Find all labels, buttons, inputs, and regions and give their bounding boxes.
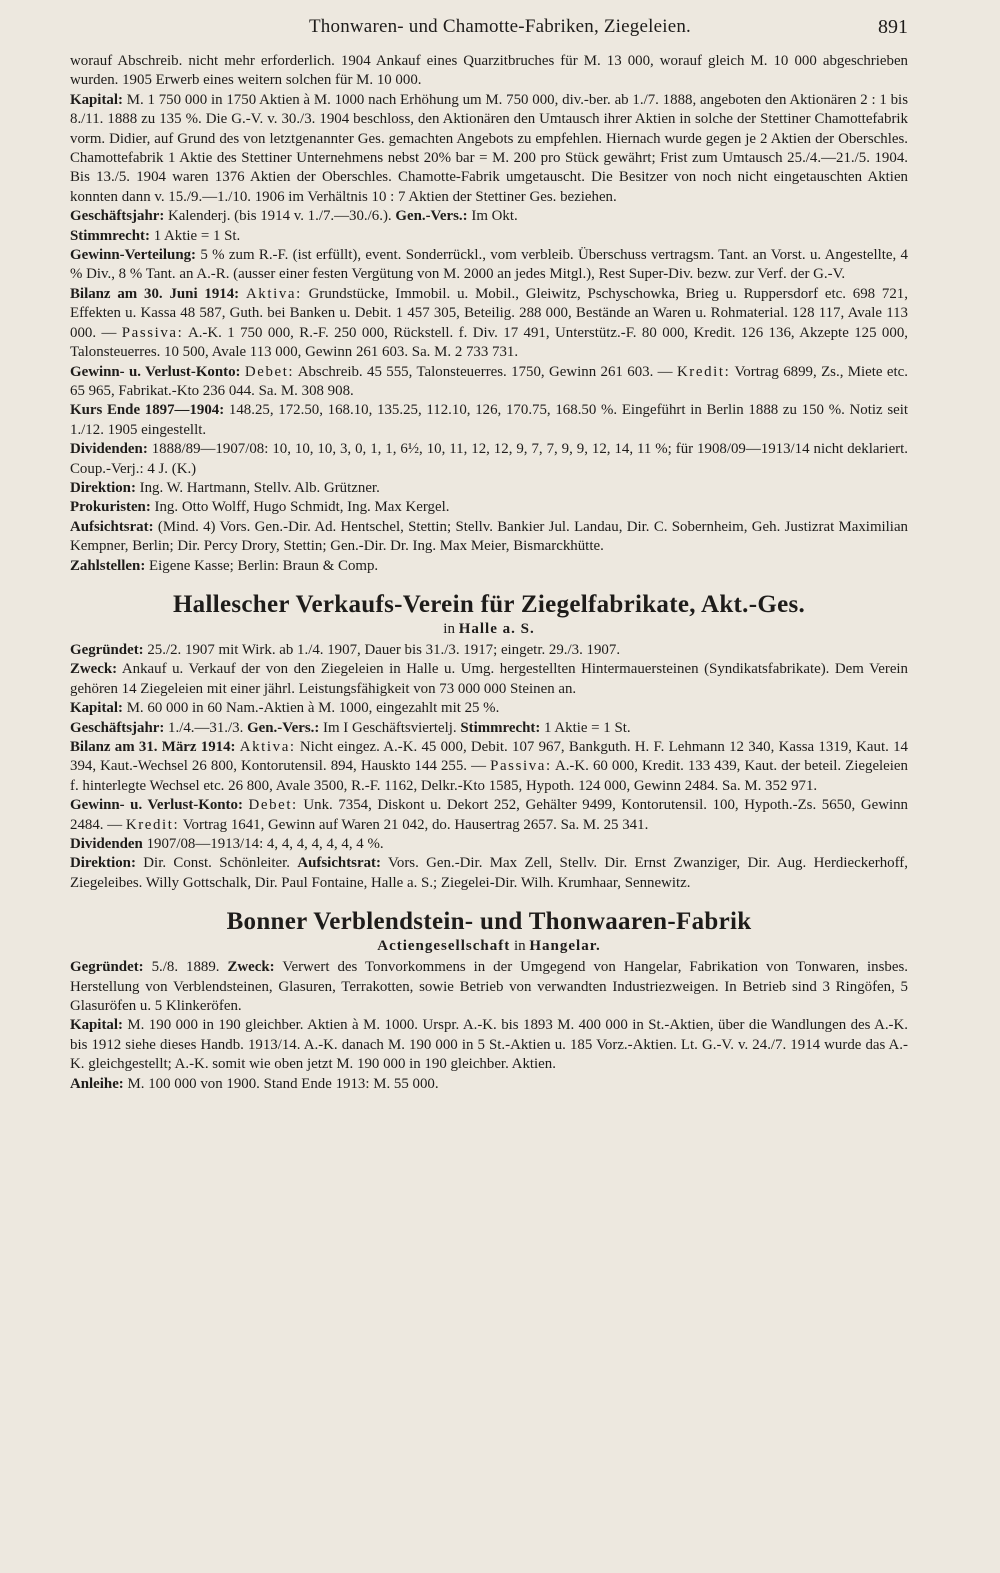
kredit-label: Kredit:	[676, 363, 731, 380]
aufsichtsrat-paragraph	[70, 518, 908, 557]
page-number: 891	[878, 16, 908, 38]
passiva-label: Passiva:	[490, 758, 552, 775]
stimmrecht-text: 1 Aktie = 1 St.	[544, 719, 631, 736]
geschaeftsjahr-label: Geschäftsjahr:	[70, 208, 165, 225]
passiva-label: Passiva:	[121, 324, 184, 341]
kapital-label: Kapital:	[70, 1017, 123, 1034]
company-subtitle: Actiengesellschaft	[377, 938, 511, 955]
company-title: Bonner Verblendstein- und Thonwaaren-Fabrik	[226, 908, 752, 936]
debet-text: Unk. 7354, Diskont u. Dekort 252, Gehälter 9499, Kontorutensil. 100, Hypoth.-Zs. 5650, Gewinn 2484. —	[70, 797, 908, 833]
kapital-label: Kapital:	[70, 700, 123, 717]
kredit-label: Kredit:	[125, 816, 180, 833]
geschaeftsjahr-paragraph	[70, 719, 908, 738]
gen-vers-text: Im Okt.	[471, 208, 518, 225]
anleihe-text: M. 100 000 von 1900. Stand Ende 1913: M. 55 000.	[127, 1075, 439, 1092]
direktion-text: Dir. Const. Schönleiter.	[143, 855, 290, 872]
location-name: Halle a. S.	[458, 620, 535, 637]
zweck-text: Verwert des Tonvorkommens in der Umgegend von Hangelar, Fabrikation von Tonwaren, insbes. Herstellung von Verblendsteinen, Glasuren, Terrakotten, sowie Betrieb von verwandten Industriezweigen. In Betrieb sind 3 Ringöfen, 5 Glasuröfen u. 5 Klinkeröfen.	[70, 959, 908, 1015]
company-location	[70, 620, 908, 639]
dividenden-text: 1888/89—1907/08: 10, 10, 10, 3, 0, 1, 1, 6½, 10, 11, 12, 12, 9, 7, 7, 9, 9, 12, 14, 11 %; für 1908/09—1913/14 nicht deklariert. Coup.-Verj.: 4 J. (K.)	[70, 441, 908, 477]
direktion-label: Direktion:	[70, 479, 136, 496]
kurs-text: 148.25, 172.50, 168.10, 135.25, 112.10, 126, 170.75, 168.50 %. Eingeführt in Berlin 1888 zu 150 %. Notiz seit 1./12. 1905 eingestellt.	[70, 402, 908, 438]
zahlstellen-paragraph	[70, 557, 908, 576]
passiva-text: A.-K. 1 750 000, R.-F. 250 000, Rückstell. f. Div. 17 491, Unterstütz.-F. 80 000, Kredit. 126 136, Akzepte 125 000, Talonsteuerres. 10 500, Avale 113 000, Gewinn 261 603. Sa. M. 2 733 731.	[70, 324, 908, 361]
kapital-text: M. 1 750 000 in 1750 Aktien à M. 1000 nach Erhöhung um M. 750 000, div.-ber. ab 1./7. 1888, angeboten den Aktionären 2 : 1 bis 8./11. 1888 zu 135 %. Die G.-V. v. 30./3. 1904 beschloss, den Aktionären den Umtausch ihrer Aktien in solche der Stettiner Chamottefabrik vorm. Didier, auf Grund des von letztgenannter Ges. gemachten Angebots zu empfehlen. Hiernach wurde gegen je 2 Aktien der Oberschles. Chamottefabrik 1 Aktie des Stettiner Unternehmens nebst 20% bar = M. 200 pro Stück gewährt; Frist zum Umtausch 25./4.—21./5. 1904. Bis 13./5. 1904 waren 1376 Aktien der Oberschles. Chamotte-Fabrik umgetauscht. Die Besitzer von noch nicht eingetauschten Aktien konnten dann v. 15./9.—1./10. 1906 im Verhältnis 10 : 7 Aktien der Stettiner Ges. beziehen.	[70, 91, 908, 205]
stimmrecht-label: Stimmrecht:	[460, 719, 541, 736]
aktiva-text: Grundstücke, Immobil. u. Mobil., Gleiwitz, Pschyschowka, Brieg u. Ruppersdorf etc. 698 721, Effekten u. Kassa 48 587, Guth. bei Banken u. Debit. 1 457 305, Beteilig. 288 000, Bestände an Waren u. Rohmaterial. 128 117, Avale 113 000. —	[70, 285, 908, 341]
gegruendet-label: Gegründet:	[70, 959, 144, 976]
direktion-aufsichtsrat-paragraph	[70, 854, 908, 893]
company-location	[70, 937, 908, 956]
geschaeftsjahr-text: 1./4.—31./3.	[168, 719, 244, 736]
gegruendet-paragraph	[70, 958, 908, 1016]
page-body	[70, 52, 908, 1094]
zahlstellen-text: Eigene Kasse; Berlin: Braun & Comp.	[149, 557, 379, 574]
guv-label: Gewinn- u. Verlust-Konto:	[70, 797, 243, 814]
company-title: Hallescher Verkaufs-Verein für Ziegelfabrikate, Akt.-Ges.	[172, 590, 806, 618]
guv-label: Gewinn- u. Verlust-Konto:	[70, 363, 241, 380]
anleihe-paragraph	[70, 1075, 908, 1094]
prokuristen-text: Ing. Otto Wolff, Hugo Schmidt, Ing. Max Kergel.	[154, 499, 450, 516]
dividenden-text: 1907/08—1913/14: 4, 4, 4, 4, 4, 4, 4 %.	[146, 836, 384, 853]
gegruendet-label: Gegründet:	[70, 641, 144, 658]
geschaeftsjahr-paragraph	[70, 207, 908, 226]
page-header	[0, 16, 1000, 46]
kapital-text: M. 190 000 in 190 gleichber. Aktien à M. 1000. Urspr. A.-K. bis 1893 M. 400 000 in St.-Aktien, über die Wandlungen des A.-K. bis 1912 siehe dieses Handb. 1913/14. A.-K. danach M. 190 000 in 5 St.-Aktien u. 185 Vorz.-Aktien. Lt. G.-V. v. 24./7. 1914 wurde das A.-K. gleichgestellt; A.-K. somit wie oben jetzt M. 190 000 in 190 gleichber. Aktien.	[70, 1017, 908, 1073]
zweck-text: Ankauf u. Verkauf der von den Ziegeleien in Halle u. Umg. hergestellten Hintermauersteinen (Syndikatsfabrikate). Dem Verein gehören 14 Ziegeleien mit einer jährl. Leistungsfähigkeit von 73 000 000 Steinen an.	[70, 661, 909, 697]
debet-text: Abschreib. 45 555, Talonsteuerres. 1750, Gewinn 261 603. —	[297, 363, 673, 380]
entry-bonner-verblendstein	[70, 907, 908, 1094]
direktion-text: Ing. W. Hartmann, Stellv. Alb. Grützner.	[139, 479, 380, 496]
gewinn-verteilung-text: 5 % zum R.-F. (ist erfüllt), event. Sonderrückl., vom verbleib. Überschuss vertragsm. Tant. an Vorst. u. Angestellte, 4 % Div., 8 % Tant. an A.-R. (ausser einer festen Vergütung von M. 2000 an jedes Mitgl.), Rest Super-Div. bezw. zur Verf. der G.-V.	[70, 247, 908, 283]
location-prefix: in	[513, 938, 526, 955]
kapital-text: M. 60 000 in 60 Nam.-Aktien à M. 1000, eingezahlt mit 25 %.	[126, 700, 500, 717]
kurs-label: Kurs Ende 1897—1904:	[70, 402, 225, 419]
guv-paragraph	[70, 796, 908, 835]
aufsichtsrat-label: Aufsichtsrat:	[70, 518, 154, 535]
location-name: Hangelar.	[529, 938, 601, 955]
dividenden-paragraph	[70, 835, 908, 854]
gegruendet-text: 5./8. 1889.	[151, 959, 220, 976]
stimmrecht-text: 1 Aktie = 1 St.	[153, 227, 241, 244]
kapital-paragraph	[70, 1016, 908, 1074]
location-prefix: in	[443, 620, 455, 637]
aufsichtsrat-text: Vors. Gen.-Dir. Max Zell, Stellv. Dir. Ernst Zwanziger, Dir. Aug. Herdieckerhoff, Ziegeleibes. Willy Gottschalk, Dir. Paul Fontaine, Halle a. S.; Ziegelei-Dir. Wilh. Krumhaar, Sennewitz.	[70, 855, 908, 891]
gen-vers-label: Gen.-Vers.:	[395, 208, 468, 225]
kredit-text: Vortrag 6899, Zs., Miete etc. 65 965, Fabrikat.-Kto 236 044. Sa. M. 308 908.	[70, 363, 908, 399]
zahlstellen-label: Zahlstellen:	[70, 557, 146, 574]
stimmrecht-paragraph	[70, 227, 908, 246]
geschaeftsjahr-text: Kalenderj. (bis 1914 v. 1./7.—30./6.).	[168, 208, 392, 225]
aktiva-label: Aktiva:	[239, 739, 296, 755]
bilanz-label: Bilanz am 31. März 1914:	[70, 739, 236, 755]
bilanz-label: Bilanz am 30. Juni 1914:	[70, 285, 240, 302]
kurs-paragraph	[70, 401, 908, 440]
dividenden-label: Dividenden	[70, 836, 143, 853]
gewinn-verteilung-label: Gewinn-Verteilung:	[70, 247, 197, 264]
kapital-paragraph	[70, 91, 908, 207]
direktion-paragraph	[70, 479, 908, 498]
debet-label: Debet:	[244, 363, 295, 380]
zweck-paragraph	[70, 660, 908, 699]
running-title: Thonwaren- und Chamotte-Fabriken, Ziegeleien.	[308, 16, 691, 37]
prokuristen-label: Prokuristen:	[70, 499, 151, 516]
passiva-text: A.-K. 60 000, Kredit. 133 439, Kaut. der beteil. Ziegeleien f. hinterlegte Wechsel etc. 26 800, Avale 3500, R.-F. 1162, Delkr.-Kto 1585, Hypoth. 124 000, Gewinn 2484. Sa. M. 352 971.	[70, 758, 908, 794]
dividenden-label: Dividenden:	[70, 441, 148, 458]
gegruendet-text: 25./2. 1907 mit Wirk. ab 1./4. 1907, Dauer bis 31./3. 1917; eingetr. 29./3. 1907.	[147, 641, 621, 658]
bilanz-paragraph	[70, 285, 908, 363]
guv-paragraph	[70, 363, 908, 402]
aufsichtsrat-text: (Mind. 4) Vors. Gen.-Dir. Ad. Hentschel, Stettin; Stellv. Bankier Jul. Landau, Dir. C. Sobernheim, Geh. Justizrat Maximilian Kempner, Berlin; Dir. Percy Drory, Stettin; Gen.-Dir. Dr. Ing. Max Meier, Bismarckhütte.	[70, 518, 908, 555]
gegruendet-paragraph	[70, 641, 908, 660]
zweck-label: Zweck:	[70, 661, 118, 678]
entry-hallescher-verkaufs-verein	[70, 590, 908, 893]
gen-vers-label: Gen.-Vers.:	[247, 719, 320, 736]
debet-label: Debet:	[248, 797, 298, 814]
aktiva-label: Aktiva:	[245, 285, 302, 302]
kredit-text: Vortrag 1641, Gewinn auf Waren 21 042, do. Hausertrag 2657. Sa. M. 25 341.	[182, 816, 649, 833]
direktion-label: Direktion:	[70, 855, 136, 872]
kapital-label: Kapital:	[70, 91, 123, 108]
aufsichtsrat-label: Aufsichtsrat:	[297, 855, 381, 872]
aktiva-text: Nicht eingez. A.-K. 45 000, Debit. 107 967, Bankguth. H. F. Lehmann 12 340, Kassa 1319, Kaut. 14 394, Kaut.-Wechsel 26 800, Kontorutensil. 894, Hauskto 144 255. —	[70, 739, 908, 775]
anleihe-label: Anleihe:	[70, 1075, 124, 1092]
geschaeftsjahr-label: Geschäftsjahr:	[70, 719, 165, 736]
bilanz-paragraph	[70, 738, 908, 796]
continuation-text: worauf Abschreib. nicht mehr erforderlich. 1904 Ankauf eines Quarzitbruches für M. 13 000, worauf gleich M. 10 000 abgeschrieben wurden. 1905 Erwerb eines weitern solchen für M. 10 000.	[70, 53, 908, 89]
gen-vers-text: Im I Geschäftsviertelj.	[323, 719, 457, 736]
gewinn-verteilung-paragraph	[70, 246, 908, 285]
kapital-paragraph	[70, 699, 908, 718]
entry-oberschlesische-chamottefabrik	[70, 52, 908, 576]
dividenden-paragraph	[70, 440, 908, 479]
stimmrecht-label: Stimmrecht:	[70, 227, 150, 244]
prokuristen-paragraph	[70, 498, 908, 517]
zweck-label: Zweck:	[227, 959, 275, 976]
